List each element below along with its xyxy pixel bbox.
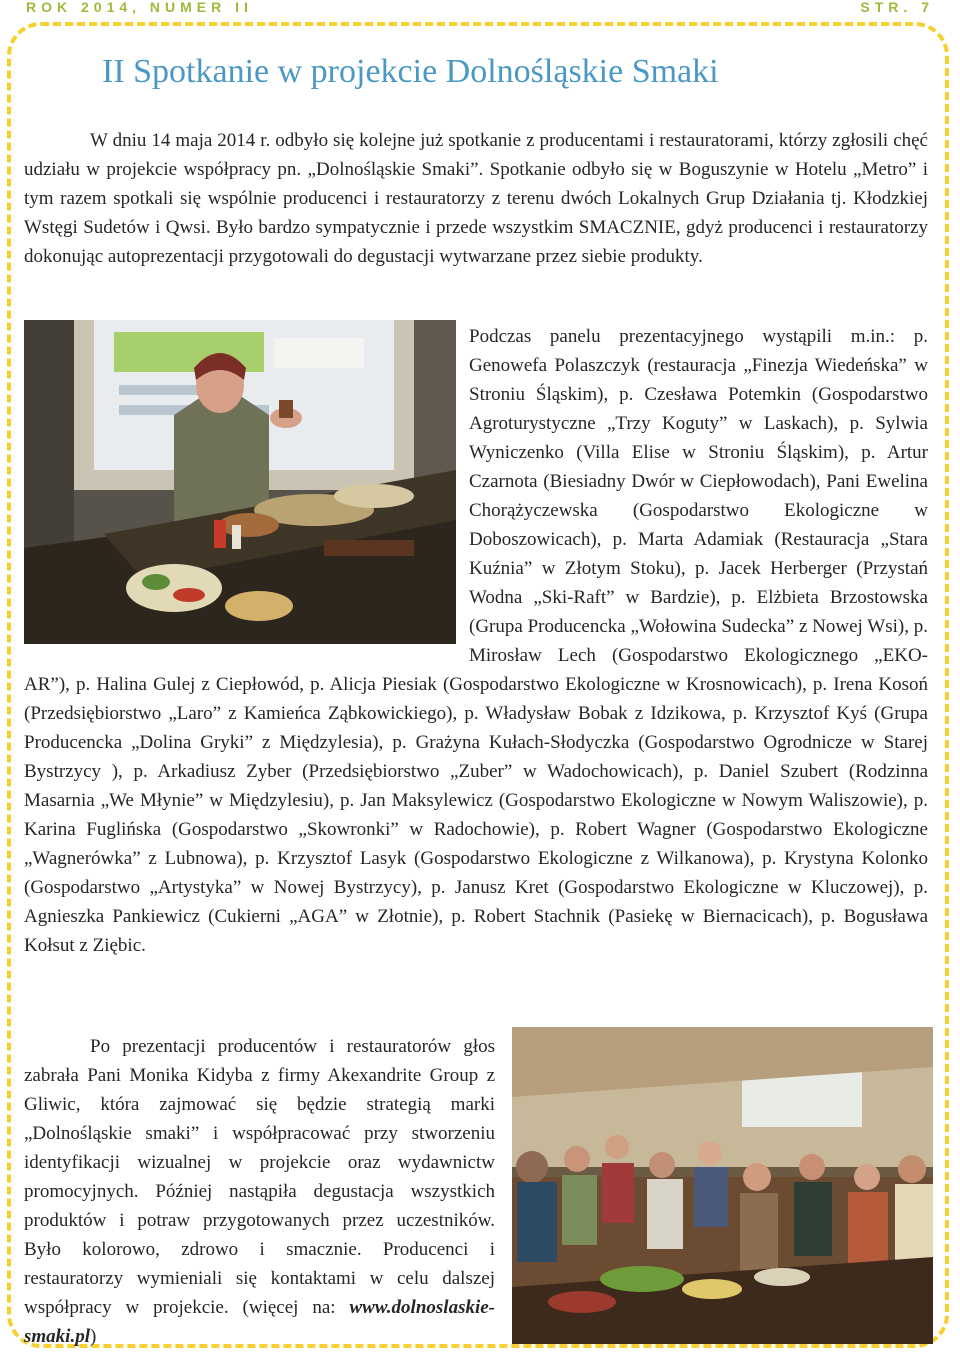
website-link[interactable]: www.dolnoslaskie-smaki.pl bbox=[24, 1297, 495, 1347]
closing-text: Po prezentacji producentów i restauratorów głos zabrała Pani Monika Kidyba z firmy Akexandrite Group z Gliwic, która zajmować się będzie strategią marki „Dolnośląskie smaki” i współpracować przy stworzeniu identyfikacji wizualnej w projekcie oraz wydawnictw promocyjnych. Później nastąpiła degustacja wszystkich produktów i potraw przygotowanych przez uczestników. Było kolorowo, zdrowo i smacznie. Producenci i restauratorzy wymieniali się kontaktami w celu dalszej współpracy w projekcie. bbox=[24, 1036, 495, 1318]
article-title: II Spotkanie w projekcie Dolnośląskie Smaki bbox=[102, 53, 719, 90]
closing-paragraph bbox=[24, 1032, 495, 1351]
intro-paragraph: W dniu 14 maja 2014 r. odbyło się kolejne już spotkanie z producentami i restauratorami, którzy zgłosili chęć udziału w projekcie współpracy pn. „Dolnośląskie Smaki”. Spotkanie odbyło się w Boguszynie w Hotelu „Metro” i tym razem spotkali się wspólnie producenci i restauratorzy z terenu dwóch Lokalnych Grup Działania tj. Kłodzkiej Wstęgi Sudetów i Qwsi. Było bardzo sympatycznie i przede wszystkim SMACZNIE, gdyż producenci i restauratorzy dokonując autoprezentacji przygotowali do degustacji wytwarzane przez siebie produkty. bbox=[24, 130, 928, 267]
issue-label: ROK 2014, NUMER II bbox=[26, 0, 253, 15]
page-number: STR. 7 bbox=[860, 0, 934, 15]
more-info-prefix: (więcej na: bbox=[242, 1297, 350, 1318]
page-header bbox=[26, 0, 934, 14]
more-info-suffix: ) bbox=[89, 1326, 97, 1347]
participants-paragraph bbox=[24, 322, 928, 960]
participants-text: Podczas panelu prezentacyjnego wystąpili m.in.: p. Genowefa Polaszczyk (restauracja „Finezja Wiedeńska” w Stroniu Śląskim), p. Czesława Potemkin (Gospodarstwo Agroturystyczne „Trzy Koguty” w Laskach), p. Sylwia Wyniczenko (Villa Elise w Stroniu Śląskim), p. Artur Czarnota (Biesiadny Dwór w Ciepłowodach), Pani Ewelina Chorążyczewska (Gospodarstwo Ekologiczne w Doboszowicach), p. Marta Adamiak (Restauracja „Stara Kuźnia” w Złotym Stoku), p. Jacek Herberger (Przystań Wodna „Ski-Raft” w Bardzie), p. Elżbieta Brzostowska (Grupa Producencka „Wołowina Sudecka” z Nowej Wsi), p. Mirosław Lech (Gospodarstwo Ekologicznego „EKO-AR”), p. Halina Gulej z Ciepłowód, p. Alicja Piesiak (Gospodarstwo Ekologiczne w Krosnowicach), p. Irena Kosoń (Przedsiębiorstwo „Laro” z Kamieńca Ząbkowickiego), p. Władysław Bobak z Idzikowa, p. Krzysztof Kyś (Grupa Producencka „Dolina Gryki” z Międzylesia), p. Grażyna Kułach-Słodyczka (Gospodarstwo Ogrodnicze w Starej Bystrzycy ), p. Arkadiusz Zyber (Przedsiębiorstwo „Zuber” w Wadochowicach), p. Daniel Szubert (Rodzinna Masarnia „We Młynie” w Międzylesiu), p. Jan Maksylewicz (Gospodarstwo Ekologiczne w Nowym Waliszowie), p. Karina Fuglińska (Gospodarstwo „Skowronki” w Radochowie), p. Robert Wagner (Gospodarstwo Ekologiczne „Wagnerówka” z Lubnowa), p. Krzysztof Lasyk (Gospodarstwo Ekologiczne z Wilkanowa), p. Krystyna Kolonko (Gospodarstwo „Artystyka” w Nowej Bystrzycy), p. Janusz Kret (Gospodarstwo Ekologiczne w Kluczowej), p. Agnieszka Pankiewicz (Cukierni „AGA” w Złotnie), p. Robert Stachnik (Pasiekę w Biernacicach), p. Bogusława Kołsut z Ziębic. bbox=[24, 326, 928, 956]
audience-photo bbox=[512, 1027, 933, 1344]
